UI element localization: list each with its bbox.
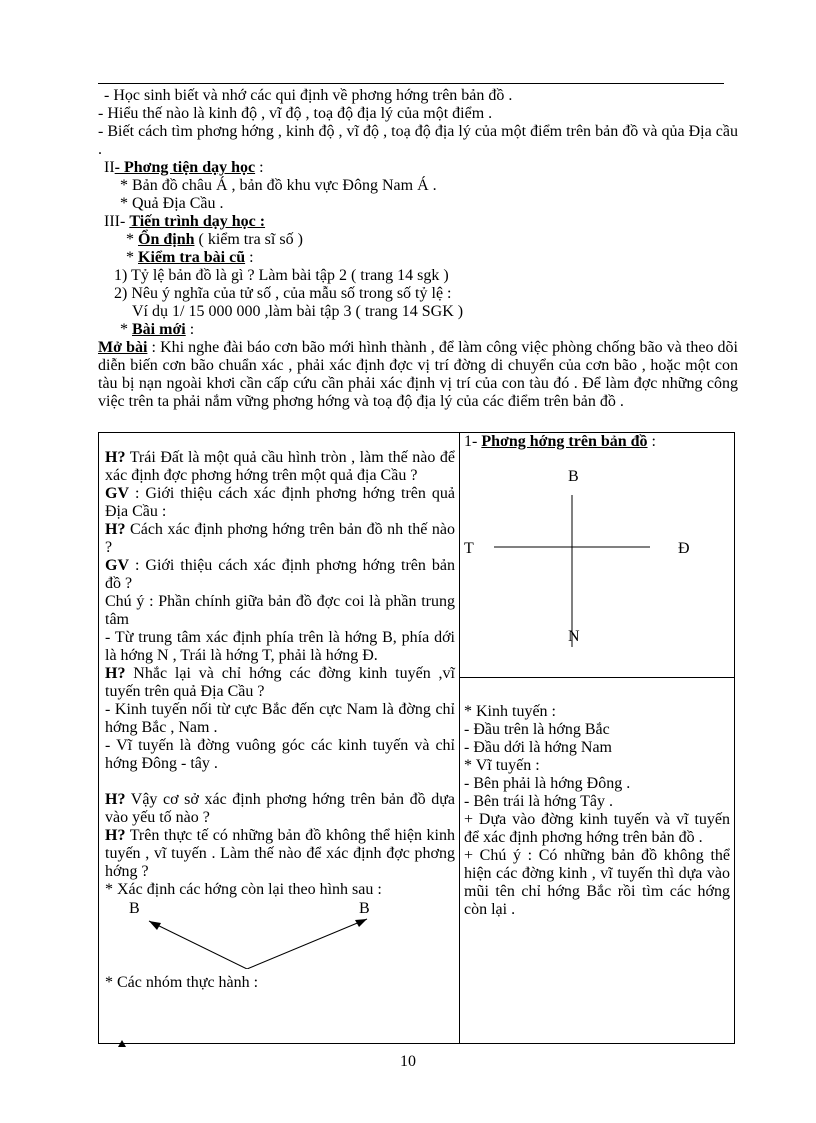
right-notes <box>464 703 730 919</box>
answer-1: - Kinh tuyến nối từ cực Bắc đến cực Nam là đờng chỉ hớng Bắc , Nam . <box>105 701 455 736</box>
meridian-title: * Kinh tuyến : <box>464 703 556 720</box>
objective-2: - Hiểu thế nào là kinh độ , vĩ độ , toạ độ địa lý của một điểm . <box>98 105 493 122</box>
teacher-note-1-label: GV <box>105 485 129 502</box>
attention-note-1: Chú ý : Phần chính giữa bản đồ đợc coi là phần trung tâm <box>105 593 455 628</box>
parallel-item-1: - Bên phải là hớng Đông . <box>464 775 631 792</box>
mo-bai-text: : Khi nghe đài báo cơn bão mới hình thành , để làm công việc phòng chống bão và theo dõi diễn biến cơn bão chuẩn xác , phải xác định đợc vị trí đờng di chuyển của cơn bão , hoặc một con tàu bị nạn ngoài khơi cần cấp cứu cần phải xác định vị trí của con tàu đó . Để làm đợc những công việc trên ta phải nắm vững phơng hớng và toạ độ địa lý của các điểm trên bản đồ . <box>98 339 739 410</box>
review-question-2-example: Ví dụ 1/ 15 000 000 ,làm bài tập 3 ( trang 14 SGK ) <box>132 303 464 320</box>
question-1 <box>105 449 455 485</box>
question-2 <box>105 521 455 557</box>
spacer <box>105 773 455 791</box>
section-2-title: - Phơng tiện dạy học <box>114 159 256 176</box>
lesson-table <box>98 432 735 1044</box>
intro-section <box>98 87 738 411</box>
arrow-line-left <box>149 921 247 969</box>
question-4 <box>105 791 455 827</box>
bai-moi-bullet: * <box>120 321 132 338</box>
meridian-item-2: - Đầu dới là hớng Nam <box>464 739 612 756</box>
arrow-label-b-right: B <box>359 900 370 917</box>
question-1-label: H? <box>105 449 126 466</box>
section-3-title: Tiến trình dạy học : <box>129 213 266 230</box>
exercise-task: * Xác định các hớng còn lại theo hình sau : <box>105 881 382 898</box>
question-5-text: Trên thực tế có những bản đồ không thể hiện kinh tuyến , vĩ tuyến . Làm thế nào để xác định đợc phơng hớng ? <box>105 827 455 880</box>
compass-north-label: B <box>568 468 579 485</box>
answer-2: - Vĩ tuyến là đờng vuông góc các kinh tuyến và chỉ hớng Đông - tây . <box>105 737 455 772</box>
right-heading <box>464 433 730 451</box>
compass-diagram <box>464 451 732 683</box>
question-1-text: Trái Đất là một quả cầu hình tròn , làm thế nào để xác định đợc phơng hớng trên một quả địa Cầu ? <box>105 449 455 484</box>
triangle-marker-icon <box>118 1040 126 1047</box>
compass-south-label: N <box>568 628 580 645</box>
content-cell <box>460 433 735 1044</box>
kiem-tra-bullet: * <box>126 249 138 266</box>
right-divider <box>460 677 734 678</box>
kiem-tra-line <box>98 249 738 267</box>
kiem-tra-title: Kiểm tra bài cũ <box>138 249 246 266</box>
arrowhead-left-icon <box>149 921 161 930</box>
right-heading-number: 1- <box>464 433 482 450</box>
top-rule <box>98 83 724 84</box>
kiem-tra-colon: : <box>245 249 254 266</box>
right-heading-title: Phơng hớng trên bản đồ <box>481 433 648 450</box>
arrow-line-right <box>247 919 367 969</box>
question-5 <box>105 827 455 881</box>
compass-west-label: T <box>464 540 474 557</box>
bai-moi-line <box>98 321 738 339</box>
question-5-label: H? <box>105 827 126 844</box>
section-3-number: III- <box>104 213 130 230</box>
bai-moi-title: Bài mới <box>132 321 186 338</box>
question-4-label: H? <box>105 791 126 808</box>
rule-2: + Chú ý : Có những bản đồ không thể hiện các đờng kinh , vĩ tuyến thì dựa vào mũi tên chỉ hớng Bắc rồi tìm các hớng còn lại . <box>464 847 730 918</box>
question-3-label: H? <box>105 665 126 682</box>
right-heading-colon: : <box>647 433 656 450</box>
arrow-exercise-diagram <box>105 899 455 969</box>
on-dinh-bullet: * <box>126 231 138 248</box>
review-question-2: 2) Nêu ý nghĩa của tử số , của mẫu số trong số tỷ lệ : <box>114 285 452 302</box>
rule-1: + Dựa vào đờng kinh tuyến và vĩ tuyến để xác định phơng hớng trên bản đồ . <box>464 811 730 846</box>
material-1: * Bản đồ châu Á , bản đồ khu vực Đông Nam Á . <box>120 177 437 194</box>
teacher-note-2 <box>105 557 455 593</box>
page-number: 10 <box>400 1053 416 1070</box>
mo-bai-title: Mở bài <box>98 339 148 356</box>
parallel-title: * Vĩ tuyến : <box>464 757 540 774</box>
on-dinh-text: ( kiểm tra sĩ số ) <box>194 231 303 248</box>
section-2-number: II <box>104 159 115 176</box>
arrowhead-right-icon <box>355 919 367 927</box>
mo-bai-paragraph <box>98 339 738 411</box>
bai-moi-colon: : <box>185 321 195 338</box>
teacher-note-1 <box>105 485 455 521</box>
teacher-student-activity-cell <box>99 433 460 1044</box>
group-practice: * Các nhóm thực hành : <box>105 974 259 991</box>
teacher-note-2-text: : Giới thiệu cách xác định phơng hớng trên bản đồ ? <box>105 557 455 592</box>
section-2-heading <box>98 159 738 177</box>
parallel-item-2: - Bên trái là hớng Tây . <box>464 793 614 810</box>
meridian-item-1: - Đầu trên là hớng Bắc <box>464 721 610 738</box>
question-2-label: H? <box>105 521 126 538</box>
objective-1: - Học sinh biết và nhớ các qui định về phơng hớng trên bản đồ . <box>104 87 513 104</box>
objective-3: - Biết cách tìm phơng hớng , kinh độ , vĩ độ , toạ độ địa lý của một điểm trên bản đồ và qủa Địa cầu . <box>98 123 738 158</box>
teacher-note-2-label: GV <box>105 557 129 574</box>
review-question-1: 1) Tỷ lệ bản đồ là gì ? Làm bài tập 2 ( trang 14 sgk ) <box>114 267 449 284</box>
material-2: * Quả Địa Cầu . <box>120 195 224 212</box>
question-4-text: Vậy cơ sở xác định phơng hớng trên bản đồ dựa vào yếu tố nào ? <box>105 791 455 826</box>
on-dinh-line <box>98 231 738 249</box>
arrow-label-b-left: B <box>129 900 140 917</box>
on-dinh-title: Ổn định <box>138 231 195 248</box>
section-3-heading <box>98 213 738 231</box>
section-2-colon: : <box>255 159 264 176</box>
attention-note-2: - Từ trung tâm xác định phía trên là hớng B, phía dới là hớng N , Trái là hớng T, phải là hớng Đ. <box>105 629 455 664</box>
question-3-text: Nhắc lại và chỉ hớng các đờng kinh tuyến ,vĩ tuyến trên quả Địa Cầu ? <box>105 665 455 700</box>
question-2-text: Cách xác định phơng hớng trên bản đồ nh thế nào ? <box>105 521 455 556</box>
question-3 <box>105 665 455 701</box>
teacher-note-1-text: : Giới thiệu cách xác định phơng hớng trên quả Địa Cầu : <box>105 485 455 520</box>
compass-east-label: Đ <box>678 540 690 557</box>
